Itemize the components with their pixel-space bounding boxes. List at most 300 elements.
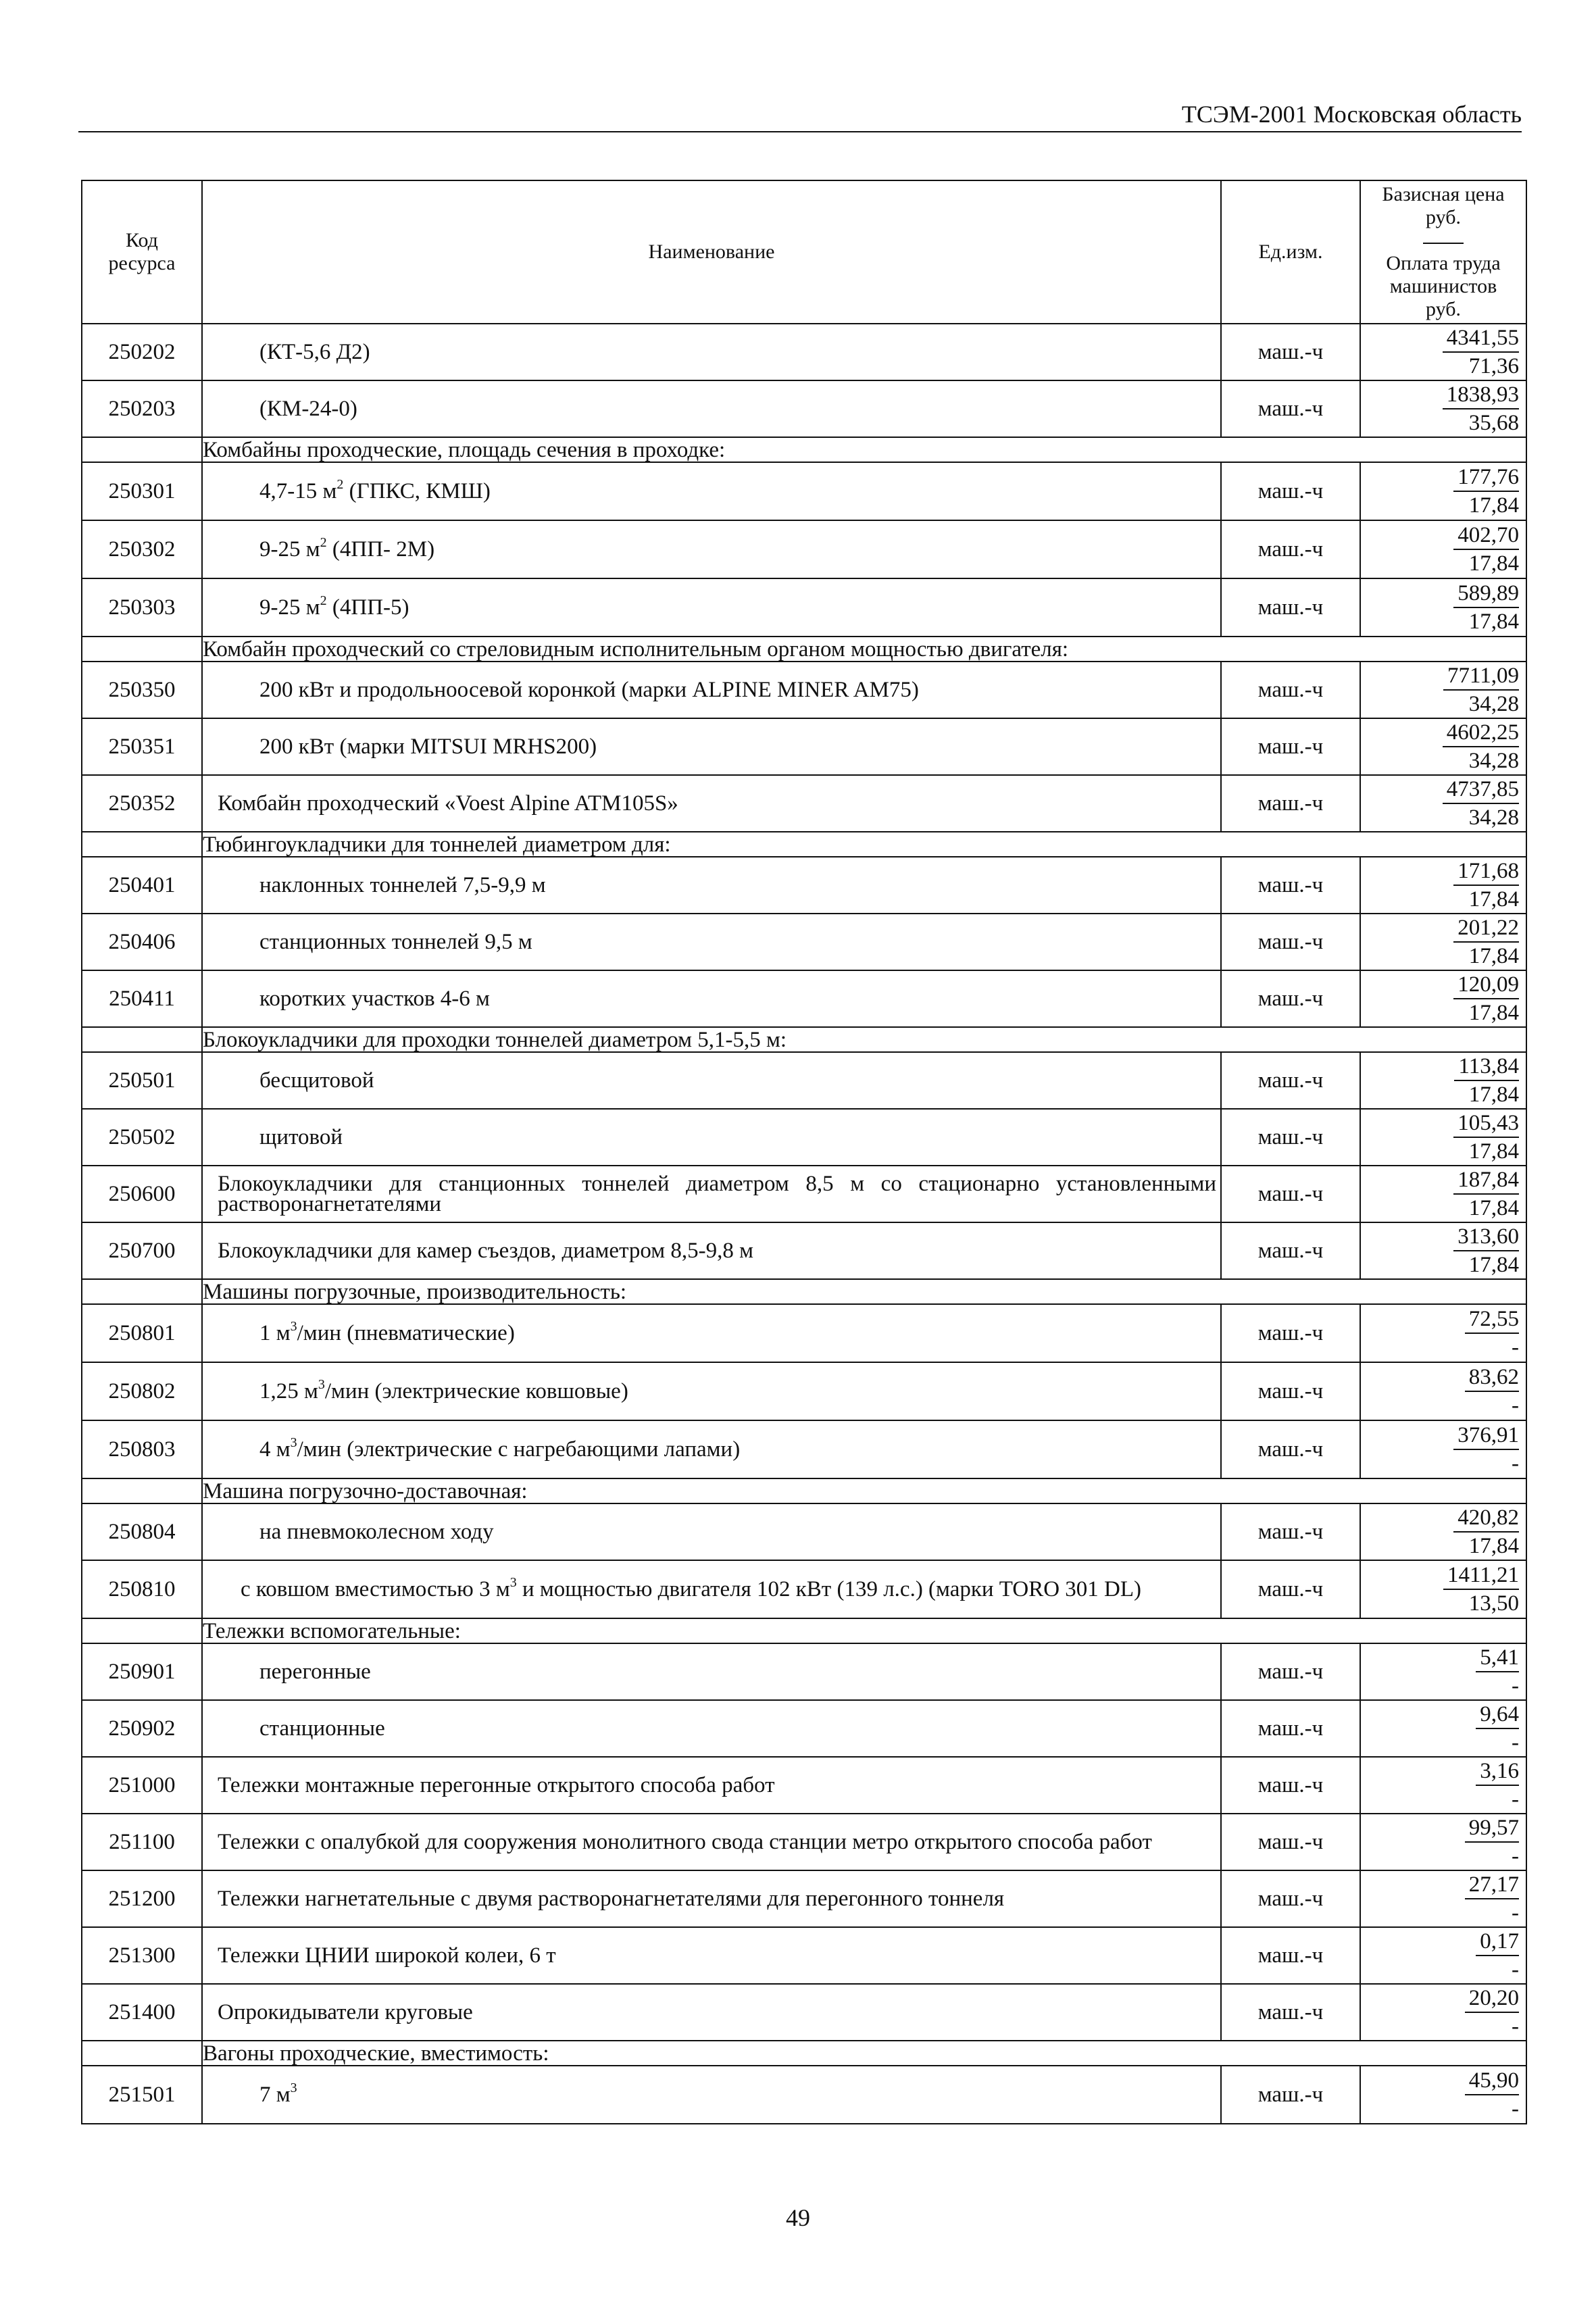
unit-of-measure: маш.-ч: [1221, 1560, 1360, 1618]
price-cell: [1360, 662, 1526, 718]
base-price: 201,22: [1453, 914, 1519, 943]
resource-name: Блокоукладчики для станционных тоннелей диаметром 8,5 м со стационарно установленными растворонагнетателями: [218, 1172, 1216, 1216]
unit-of-measure: маш.-ч: [1221, 1420, 1360, 1478]
price-cell: [1360, 1984, 1526, 2041]
operator-labor-cost: -: [1512, 1901, 1519, 1925]
resource-code: 250801: [82, 1304, 202, 1362]
operator-labor-cost: -: [1512, 2014, 1519, 2039]
table-row: [82, 775, 1526, 832]
price-fraction: [1453, 1223, 1519, 1278]
resource-name: 200 кВт (марки MITSUI MRHS200): [259, 735, 597, 759]
resource-code: 251300: [82, 1927, 202, 1984]
base-price: 402,70: [1453, 522, 1519, 550]
resource-name-cell: [202, 970, 1221, 1027]
resource-code: 251400: [82, 1984, 202, 2041]
table-row: [82, 1420, 1526, 1478]
resource-name: 4,7-15 м: [259, 479, 337, 503]
resource-name: Комбайн проходческий «Voest Alpine ATM105S»: [218, 791, 678, 816]
section-title: Машины погрузочные, производительность:: [202, 1279, 1526, 1304]
price-cell: [1360, 1304, 1526, 1362]
unit-of-measure: маш.-ч: [1221, 1503, 1360, 1560]
resource-name-tail: /мин (пневматические): [297, 1321, 515, 1345]
base-price: 105,43: [1453, 1110, 1519, 1138]
price-fraction: [1465, 2067, 1519, 2122]
price-fraction: [1453, 522, 1519, 577]
page-number: 49: [786, 2204, 810, 2231]
section-row: [82, 1279, 1526, 1304]
resource-code: 250901: [82, 1643, 202, 1700]
unit-of-measure: маш.-ч: [1221, 775, 1360, 832]
price-fraction: [1476, 1644, 1519, 1699]
table-body: [82, 324, 1526, 2124]
price-cell: [1360, 1814, 1526, 1870]
price-cell: [1360, 578, 1526, 637]
resource-name: Опрокидыватели круговые: [218, 2000, 473, 2024]
resource-code: 250502: [82, 1109, 202, 1166]
price-cell: [1360, 1700, 1526, 1757]
section-row: [82, 1027, 1526, 1052]
unit-of-measure: маш.-ч: [1221, 718, 1360, 775]
resource-code: 250802: [82, 1362, 202, 1420]
resource-name-cell: [202, 1700, 1221, 1757]
section-row: [82, 2041, 1526, 2066]
price-header-divider: [1423, 243, 1464, 244]
section-row: [82, 832, 1526, 857]
resource-name: станционных тоннелей 9,5 м: [259, 930, 532, 954]
price-fraction: [1465, 1305, 1519, 1361]
resource-code: 250350: [82, 662, 202, 718]
base-price: 313,60: [1453, 1223, 1519, 1251]
table-row: [82, 462, 1526, 520]
price-cell: [1360, 462, 1526, 520]
table-row: [82, 970, 1526, 1027]
base-price: 27,17: [1465, 1871, 1519, 1899]
price-header-line: руб.: [1426, 206, 1461, 228]
resource-code: 250600: [82, 1166, 202, 1222]
resource-name-cell: [202, 1814, 1221, 1870]
operator-labor-cost: 17,84: [1468, 1139, 1519, 1164]
unit-of-measure: маш.-ч: [1221, 462, 1360, 520]
operator-labor-cost: 17,84: [1468, 944, 1519, 968]
unit-of-measure: маш.-ч: [1221, 380, 1360, 437]
price-cell: [1360, 380, 1526, 437]
price-fraction: [1443, 1562, 1519, 1617]
unit-of-measure: маш.-ч: [1221, 857, 1360, 914]
operator-labor-cost: 17,84: [1468, 1534, 1519, 1558]
section-row: [82, 637, 1526, 662]
table-row: [82, 1757, 1526, 1814]
unit-of-measure: маш.-ч: [1221, 1052, 1360, 1109]
resource-name: щитовой: [259, 1125, 343, 1149]
unit-of-measure: маш.-ч: [1221, 1927, 1360, 1984]
table-row: [82, 1166, 1526, 1222]
unit-of-measure: маш.-ч: [1221, 324, 1360, 380]
resource-code: 250202: [82, 324, 202, 380]
labor-header-line: Оплата труда: [1386, 252, 1501, 274]
price-cell: [1360, 1643, 1526, 1700]
section-row: [82, 1618, 1526, 1643]
operator-labor-cost: 17,84: [1468, 887, 1519, 912]
resource-name-cell: [202, 1109, 1221, 1166]
operator-labor-cost: 35,68: [1468, 411, 1519, 435]
unit-exponent: 2: [320, 593, 327, 608]
unit-of-measure: маш.-ч: [1221, 2066, 1360, 2124]
resource-code: 250411: [82, 970, 202, 1027]
resource-name: Тележки с опалубкой для сооружения монолитного свода станции метро открытого способа работ: [218, 1830, 1152, 1854]
resource-code: 250501: [82, 1052, 202, 1109]
price-fraction: [1453, 580, 1519, 635]
operator-labor-cost: -: [1512, 1844, 1519, 1868]
base-price: 83,62: [1465, 1364, 1519, 1392]
resource-name-cell: [202, 1870, 1221, 1927]
base-price: 589,89: [1453, 580, 1519, 608]
section-code-cell: [82, 832, 202, 857]
table-row: [82, 1052, 1526, 1109]
resource-code: 250351: [82, 718, 202, 775]
price-cell: [1360, 1109, 1526, 1166]
resource-name-tail: (4ПП- 2М): [326, 537, 435, 562]
resource-code: 250302: [82, 520, 202, 578]
resource-name-cell: [202, 1503, 1221, 1560]
base-price: 20,20: [1465, 1985, 1519, 2013]
price-cell: [1360, 857, 1526, 914]
price-fraction: [1476, 1701, 1519, 1756]
resource-code: 250303: [82, 578, 202, 637]
labor-header-line: руб.: [1426, 298, 1461, 320]
unit-of-measure: маш.-ч: [1221, 1362, 1360, 1420]
base-price: 99,57: [1465, 1814, 1519, 1843]
table-row: [82, 520, 1526, 578]
resource-name: Тележки нагнетательные с двумя растворонагнетателями для перегонного тоннеля: [218, 1887, 1005, 1911]
unit-exponent: 2: [320, 535, 327, 550]
unit-of-measure: маш.-ч: [1221, 1643, 1360, 1700]
base-price: 0,17: [1476, 1928, 1519, 1956]
unit-of-measure: маш.-ч: [1221, 1304, 1360, 1362]
section-title: Блокоукладчики для проходки тоннелей диаметром 5,1-5,5 м:: [202, 1027, 1526, 1052]
resource-name-cell: [202, 1166, 1221, 1222]
resource-code: 250406: [82, 914, 202, 970]
table-row: [82, 324, 1526, 380]
operator-labor-cost: 17,84: [1468, 1253, 1519, 1277]
column-header-unit: Ед.изм.: [1221, 180, 1360, 324]
base-price: 4602,25: [1443, 719, 1519, 747]
unit-of-measure: маш.-ч: [1221, 1757, 1360, 1814]
base-price: 113,84: [1454, 1053, 1519, 1081]
base-price: 9,64: [1476, 1701, 1519, 1729]
operator-labor-cost: -: [1512, 1731, 1519, 1755]
price-cell: [1360, 1757, 1526, 1814]
resource-name-cell: [202, 718, 1221, 775]
operator-labor-cost: 17,84: [1468, 1082, 1519, 1107]
unit-of-measure: маш.-ч: [1221, 1870, 1360, 1927]
section-row: [82, 437, 1526, 462]
labor-header-line: машинистов: [1389, 275, 1497, 297]
price-cell: [1360, 775, 1526, 832]
resource-name: 4 м: [259, 1437, 291, 1462]
price-cell: [1360, 2066, 1526, 2124]
unit-of-measure: маш.-ч: [1221, 914, 1360, 970]
resource-name-cell: [202, 2066, 1221, 2124]
resource-code: 250700: [82, 1222, 202, 1279]
resource-name: (КТ-5,6 Д2): [259, 340, 370, 364]
column-header-price: [1360, 180, 1526, 324]
unit-of-measure: маш.-ч: [1221, 1814, 1360, 1870]
resource-code: 251100: [82, 1814, 202, 1870]
price-cell: [1360, 1362, 1526, 1420]
operator-labor-cost: -: [1512, 1335, 1519, 1360]
resource-name-cell: [202, 775, 1221, 832]
resource-name: 9-25 м: [259, 537, 320, 562]
price-fraction: [1476, 1928, 1519, 1983]
section-code-cell: [82, 1618, 202, 1643]
resource-name: 200 кВт и продольноосевой коронкой (марки ALPINE MINER AM75): [259, 678, 919, 702]
table-row: [82, 718, 1526, 775]
price-fraction: [1443, 776, 1519, 831]
base-price: 3,16: [1476, 1758, 1519, 1786]
section-title: Комбайн проходческий со стреловидным исполнительным органом мощностью двигателя:: [202, 637, 1526, 662]
price-fraction: [1453, 857, 1519, 913]
unit-of-measure: маш.-ч: [1221, 1222, 1360, 1279]
unit-of-measure: маш.-ч: [1221, 1984, 1360, 2041]
price-cell: [1360, 324, 1526, 380]
price-cell: [1360, 1560, 1526, 1618]
resource-name: Тележки ЦНИИ широкой колеи, 6 т: [218, 1943, 556, 1968]
table-row: [82, 1362, 1526, 1420]
resource-code: 250810: [82, 1560, 202, 1618]
column-header-code: [82, 180, 202, 324]
operator-labor-cost: 17,84: [1468, 1001, 1519, 1025]
price-cell: [1360, 914, 1526, 970]
unit-of-measure: маш.-ч: [1221, 1109, 1360, 1166]
price-fraction: [1465, 1364, 1519, 1419]
resource-name: коротких участков 4-6 м: [259, 987, 490, 1011]
resource-name-cell: [202, 578, 1221, 637]
unit-of-measure: маш.-ч: [1221, 662, 1360, 718]
resource-name-cell: [202, 1420, 1221, 1478]
base-price: 376,91: [1453, 1422, 1519, 1450]
price-fraction: [1453, 914, 1519, 970]
unit-of-measure: маш.-ч: [1221, 578, 1360, 637]
price-cell: [1360, 970, 1526, 1027]
header-rule: [78, 131, 1522, 132]
table-row: [82, 1870, 1526, 1927]
page-header: ТСЭМ-2001 Московская область: [1181, 101, 1522, 128]
unit-exponent: 3: [318, 1377, 325, 1392]
table-row: [82, 1984, 1526, 2041]
resource-name-cell: [202, 380, 1221, 437]
table-header-row: [82, 180, 1526, 324]
operator-labor-cost: 71,36: [1468, 354, 1519, 378]
section-code-cell: [82, 2041, 202, 2066]
resource-code: 250804: [82, 1503, 202, 1560]
table-row: [82, 1927, 1526, 1984]
price-fraction: [1476, 1758, 1519, 1813]
price-fraction: [1453, 1504, 1519, 1560]
price-fraction: [1453, 1422, 1519, 1477]
resource-name: станционные: [259, 1716, 385, 1741]
resource-name: (КМ-24-0): [259, 397, 357, 421]
table-row: [82, 1503, 1526, 1560]
resource-code: 250301: [82, 462, 202, 520]
unit-of-measure: маш.-ч: [1221, 520, 1360, 578]
table-row: [82, 914, 1526, 970]
resource-name: 7 м: [259, 2083, 291, 2107]
operator-labor-cost: -: [1512, 1393, 1519, 1418]
section-title: Тележки вспомогательные:: [202, 1618, 1526, 1643]
price-fraction: [1465, 1871, 1519, 1926]
resource-name-cell: [202, 1052, 1221, 1109]
price-fraction: [1454, 1053, 1519, 1108]
unit-exponent: 3: [290, 1319, 297, 1334]
price-cell: [1360, 1420, 1526, 1478]
price-cell: [1360, 1870, 1526, 1927]
resource-name-cell: [202, 520, 1221, 578]
table-row: [82, 2066, 1526, 2124]
resource-code: 250401: [82, 857, 202, 914]
resource-name: 1,25 м: [259, 1379, 318, 1403]
price-fraction: [1443, 381, 1519, 437]
base-price: 171,68: [1453, 857, 1519, 886]
resource-code: 250803: [82, 1420, 202, 1478]
resource-code: 251000: [82, 1757, 202, 1814]
price-fraction: [1443, 324, 1519, 380]
base-price: 1838,93: [1443, 381, 1519, 409]
price-fraction: [1465, 1814, 1519, 1870]
table-row: [82, 857, 1526, 914]
price-cell: [1360, 1927, 1526, 1984]
resource-name: 1 м: [259, 1321, 291, 1345]
resource-code: 251501: [82, 2066, 202, 2124]
operator-labor-cost: -: [1512, 1787, 1519, 1812]
resource-code: 250902: [82, 1700, 202, 1757]
section-title: Комбайны проходческие, площадь сечения в проходке:: [202, 437, 1526, 462]
price-fraction: [1453, 971, 1519, 1026]
price-fraction: [1443, 662, 1519, 718]
section-row: [82, 1478, 1526, 1503]
code-header-line: ресурса: [108, 252, 176, 274]
table-row: [82, 1304, 1526, 1362]
base-price: 4737,85: [1443, 776, 1519, 804]
resource-name: на пневмоколесном ходу: [259, 1520, 494, 1544]
resource-name-cell: [202, 1984, 1221, 2041]
operator-labor-cost: 17,84: [1468, 1196, 1519, 1220]
resource-name-cell: [202, 1222, 1221, 1279]
operator-labor-cost: 17,84: [1468, 609, 1519, 634]
price-cell: [1360, 1222, 1526, 1279]
resource-name-cell: [202, 1304, 1221, 1362]
section-code-cell: [82, 1478, 202, 1503]
unit-of-measure: маш.-ч: [1221, 970, 1360, 1027]
unit-exponent: 3: [290, 1435, 297, 1450]
resource-name: бесщитовой: [259, 1068, 374, 1093]
price-fraction: [1443, 719, 1519, 774]
table-row: [82, 1700, 1526, 1757]
resource-name-tail: /мин (электрические с нагребающими лапами): [297, 1437, 741, 1462]
resource-name-cell: [202, 1362, 1221, 1420]
table-row: [82, 1814, 1526, 1870]
resource-name-cell: [202, 857, 1221, 914]
base-price: 177,76: [1453, 464, 1519, 492]
resource-name-cell: [202, 1643, 1221, 1700]
table-row: [82, 1560, 1526, 1618]
resource-name: 9-25 м: [259, 595, 320, 620]
base-price: 45,90: [1465, 2067, 1519, 2095]
price-fraction: [1465, 1985, 1519, 2040]
unit-of-measure: маш.-ч: [1221, 1166, 1360, 1222]
base-price: 4341,55: [1443, 324, 1519, 353]
resource-name-tail: (4ПП-5): [326, 595, 409, 620]
table-row: [82, 380, 1526, 437]
price-cell: [1360, 718, 1526, 775]
operator-labor-cost: -: [1512, 1674, 1519, 1698]
base-price: 72,55: [1465, 1305, 1519, 1334]
section-code-cell: [82, 437, 202, 462]
price-fraction: [1453, 1166, 1519, 1222]
unit-of-measure: маш.-ч: [1221, 1700, 1360, 1757]
section-title: Вагоны проходческие, вместимость:: [202, 2041, 1526, 2066]
base-price: 187,84: [1453, 1166, 1519, 1195]
resource-code: 251200: [82, 1870, 202, 1927]
resource-name-tail: и мощностью двигателя 102 кВт (139 л.с.) (марки TORO 301 DL): [516, 1577, 1142, 1601]
price-fraction: [1453, 464, 1519, 519]
price-cell: [1360, 1503, 1526, 1560]
unit-exponent: 3: [509, 1575, 517, 1590]
resource-name-cell: [202, 662, 1221, 718]
operator-labor-cost: -: [1512, 1451, 1519, 1476]
resource-name-cell: [202, 1757, 1221, 1814]
unit-exponent: 3: [290, 2081, 297, 2095]
operator-labor-cost: 13,50: [1468, 1591, 1519, 1616]
section-title: Машина погрузочно-доставочная:: [202, 1478, 1526, 1503]
section-code-cell: [82, 637, 202, 662]
resource-name-cell: [202, 324, 1221, 380]
operator-labor-cost: -: [1512, 2097, 1519, 2121]
section-code-cell: [82, 1279, 202, 1304]
price-header-line: Базисная цена: [1382, 183, 1505, 205]
resource-name: с ковшом вместимостью 3 м: [241, 1577, 510, 1601]
price-cell: [1360, 1052, 1526, 1109]
resource-name-tail: (ГПКС, КМШ): [343, 479, 491, 503]
operator-labor-cost: 34,28: [1468, 805, 1519, 830]
code-header-line: Код: [126, 229, 158, 251]
price-fraction: [1453, 1110, 1519, 1165]
operator-labor-cost: 34,28: [1468, 692, 1519, 716]
base-price: 7711,09: [1443, 662, 1519, 691]
resource-name: Тележки монтажные перегонные открытого способа работ: [218, 1773, 775, 1797]
resource-code: 250203: [82, 380, 202, 437]
resource-name-cell: [202, 914, 1221, 970]
operator-labor-cost: 17,84: [1468, 493, 1519, 518]
resource-name-cell: [202, 462, 1221, 520]
operator-labor-cost: -: [1512, 1958, 1519, 1982]
table-row: [82, 578, 1526, 637]
resource-name: наклонных тоннелей 7,5-9,9 м: [259, 873, 546, 897]
base-price: 120,09: [1453, 971, 1519, 999]
base-price: 420,82: [1453, 1504, 1519, 1533]
table-row: [82, 662, 1526, 718]
resource-name: перегонные: [259, 1660, 371, 1684]
table-row: [82, 1222, 1526, 1279]
base-price: 5,41: [1476, 1644, 1519, 1672]
table-row: [82, 1643, 1526, 1700]
price-cell: [1360, 520, 1526, 578]
resource-name-tail: /мин (электрические ковшовые): [324, 1379, 628, 1403]
operator-labor-cost: 17,84: [1468, 551, 1519, 576]
resource-name-cell: [202, 1927, 1221, 1984]
resource-name-cell: [202, 1560, 1221, 1618]
unit-exponent: 2: [336, 477, 344, 492]
section-title: Тюбингоукладчики для тоннелей диаметром для:: [202, 832, 1526, 857]
